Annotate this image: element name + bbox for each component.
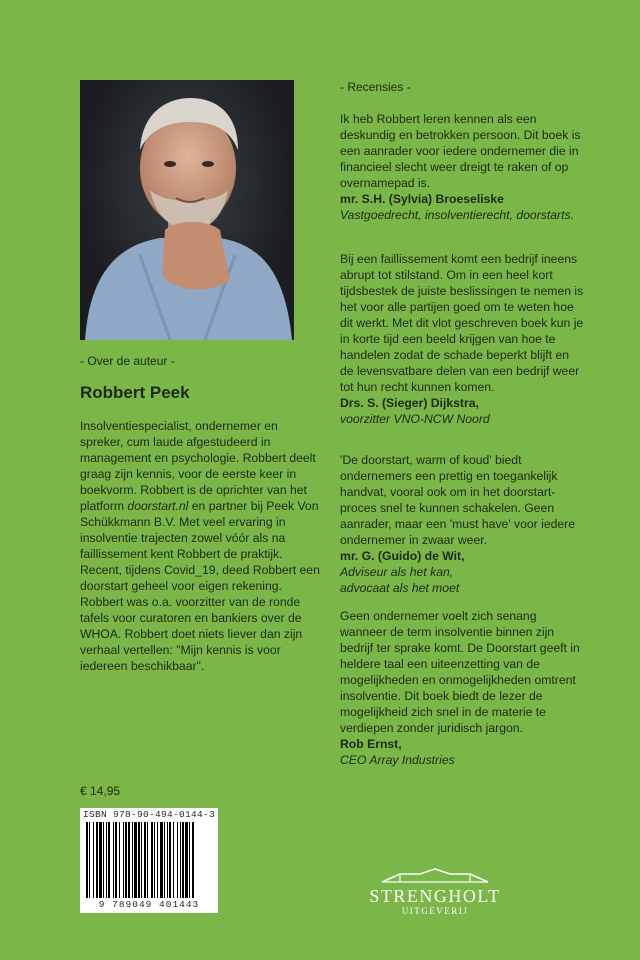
review-3-role-line1: Adviseur als het kan, — [340, 565, 454, 579]
isbn-label: ISBN 978-90-494-0144-3 — [82, 809, 216, 820]
review-2-author: Drs. S. (Sieger) Dijkstra, — [340, 396, 479, 410]
review-1-text: Ik heb Robbert leren kennen als een deskundig en betrokken persoon. Dit boek is een aanrader voor iedere ondernemer die in financieel slecht weer dreigt te raken of op overnamepad is. — [340, 112, 581, 190]
bio-text-2: en partner bij Peek Von Schükkmann B.V. Met veel ervaring in insolventie trajecten zowel vóór als na faillissement kent Robbert de praktijk. Recent, tijdens Covid_19, deed Robbert een doorstart geheel voor eigen rekening. Robbert was o.a. voorzitter van de ronde tafels voor curatoren en bankiers over de WHOA. Robbert doet niets liever dan zijn verhaal vertellen: "Mijn kennis is voor iedereen beschikbaar". — [80, 499, 320, 673]
publisher-subtitle: UITGEVERIJ — [401, 906, 469, 916]
bio-text-1: Insolventiespecialist, ondernemer en spreker, cum laude afgestudeerd in management en psychologie. Robbert deelt graag zijn kennis, voor de eerste keer in boekvorm. Robbert is de oprichter van het platform — [80, 419, 316, 513]
reviews-label: - Recensies - — [340, 80, 411, 94]
author-photo — [80, 80, 294, 340]
author-name: Robbert Peek — [80, 383, 190, 402]
house-roof-icon — [380, 868, 490, 884]
publisher-logo — [350, 868, 520, 916]
review-1 — [340, 111, 585, 223]
bio-platform-link: doorstart.nl — [127, 499, 189, 513]
review-4-author: Rob Ernst, — [340, 737, 402, 751]
isbn-barcode — [80, 808, 218, 913]
review-4 — [340, 608, 585, 768]
publisher-name: STRENGHOLT — [369, 886, 501, 906]
author-bio — [80, 418, 324, 674]
barcode-digits: 9 789049 401443 — [98, 899, 200, 910]
review-1-author: mr. S.H. (Sylvia) Broeseliske — [340, 192, 504, 206]
review-1-role: Vastgoedrecht, insolventierecht, doorstarts. — [340, 208, 574, 222]
review-2-text: Bij een faillissement komt een bedrijf ineens abrupt tot stilstand. Om in een heel kort tijdsbestek de juiste beslissingen te nemen is het voor alle partijen goed om te weten hoe dit werkt. Met dit vlot geschreven boek kun je in korte tijd een beeld krijgen van hoe te handelen zodat de schade beperkt blijft en de levensvatbare delen van een bedrijf weer tot hun recht kunnen komen. — [340, 252, 584, 394]
review-3-author: mr. G. (Guido) de Wit, — [340, 549, 465, 563]
review-4-text: Geen ondernemer voelt zich senang wanneer de term insolventie binnen zijn bedrijf ter sprake komt. De Doorstart geeft in heldere taal een uiteenzetting van de mogelijkheden en onmogelijkheden omtrent insolventie. Dit boek biedt de lezer de mogelijkheid zich snel in de materie te verdiepen zonder juridisch jargon. — [340, 609, 580, 735]
price: € 14,95 — [80, 784, 121, 798]
barcode-bars — [86, 822, 212, 898]
review-2 — [340, 251, 585, 427]
review-2-role: voorzitter VNO-NCW Noord — [340, 412, 490, 426]
review-4-role: CEO Array Industries — [340, 753, 455, 767]
review-3-role-line2: advocaat als het moet — [340, 581, 460, 595]
about-author-label: - Over de auteur - — [80, 354, 175, 368]
review-3 — [340, 452, 585, 596]
review-3-text: 'De doorstart, warm of koud' biedt ondernemers een prettig en toegankelijk handvat, vooral ook om in het doorstartproces snel te kunnen schakelen. Geen aanrader, maar een 'must have' voor iedere ondernemer in zwaar weer. — [340, 453, 575, 547]
